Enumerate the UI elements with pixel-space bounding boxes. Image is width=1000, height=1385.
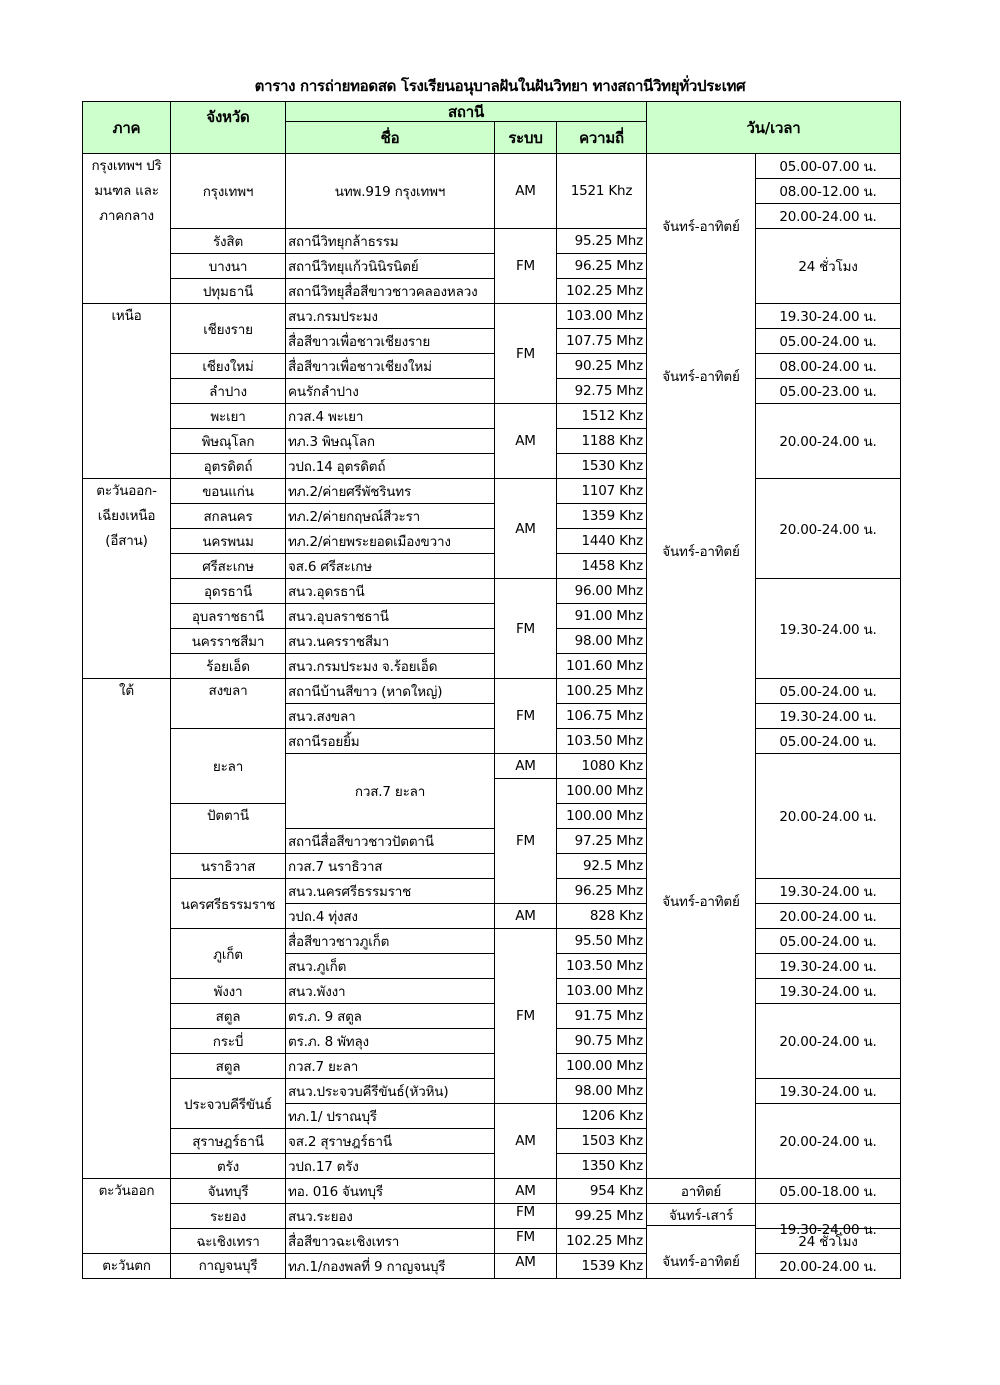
station-name-cell: กวส.4 พะเยา <box>285 403 495 429</box>
station-name-cell: สื่อสีขาวฉะเชิงเทรา <box>285 1228 495 1254</box>
frequency-cell: 100.00 Mhz <box>556 1053 647 1079</box>
frequency-cell: 95.50 Mhz <box>556 928 647 954</box>
day-cell <box>646 153 756 1179</box>
time-cell: 19.30-24.00 น. <box>755 703 901 729</box>
station-name-cell: สนว.กรมประมง จ.ร้อยเอ็ด <box>285 653 495 679</box>
station-name-cell: ทภ.3 พิษณุโลก <box>285 428 495 454</box>
province-cell: อุบลราชธานี <box>170 603 286 629</box>
province-cell: ขอนแก่น <box>170 478 286 504</box>
province-cell: ฉะเชิงเทรา <box>170 1228 286 1254</box>
station-name-cell: สนว.นครศรีธรรมราช <box>285 878 495 904</box>
system-cell: AM <box>494 153 557 229</box>
province-cell: รังสิต <box>170 228 286 254</box>
frequency-cell: 107.75 Mhz <box>556 328 647 354</box>
frequency-cell: 92.75 Mhz <box>556 378 647 404</box>
time-cell: 20.00-24.00 น. <box>755 1103 901 1179</box>
frequency-cell: 96.25 Mhz <box>556 878 647 904</box>
region-north: เหนือ <box>82 303 171 479</box>
frequency-cell: 1521 Khz <box>556 153 647 229</box>
frequency-cell: 1107 Khz <box>556 478 647 504</box>
frequency-cell: 97.25 Mhz <box>556 828 647 854</box>
region-south: ใต้ <box>82 678 171 1179</box>
frequency-cell: 1188 Khz <box>556 428 647 454</box>
station-name-cell: กวส.7 ยะลา <box>285 1053 495 1079</box>
frequency-cell: 1350 Khz <box>556 1153 647 1179</box>
system-cell: AM <box>494 403 557 479</box>
frequency-cell: 98.00 Mhz <box>556 1078 647 1104</box>
station-name-cell: สนว.อุดรธานี <box>285 578 495 604</box>
station-name-cell: วปถ.17 ตรัง <box>285 1153 495 1179</box>
province-cell: จันทบุรี <box>170 1178 286 1204</box>
province-cell: สตูล <box>170 1003 286 1029</box>
station-name-cell: สนว.ระยอง <box>285 1203 495 1229</box>
frequency-cell: 106.75 Mhz <box>556 703 647 729</box>
region-east: ตะวันออก <box>82 1178 171 1254</box>
system-cell: FM <box>494 578 557 679</box>
system-cell: FM <box>494 228 557 304</box>
frequency-cell: 91.00 Mhz <box>556 603 647 629</box>
system-cell: AM <box>494 753 557 779</box>
frequency-cell: 100.25 Mhz <box>556 678 647 704</box>
header-system: ระบบ <box>494 121 557 154</box>
province-cell: ปทุมธานี <box>170 278 286 304</box>
province-cell: ประจวบคีรีขันธ์ <box>170 1078 286 1129</box>
station-name-cell: ทภ.2/ค่ายศรีพัชรินทร <box>285 478 495 504</box>
province-cell: สตูล <box>170 1053 286 1079</box>
frequency-cell: 1458 Khz <box>556 553 647 579</box>
frequency-cell: 95.25 Mhz <box>556 228 647 254</box>
system-cell: AM <box>494 1178 557 1204</box>
frequency-cell: 1359 Khz <box>556 503 647 529</box>
station-name-cell: ทภ.2/ค่ายพระยอดเมืองขวาง <box>285 528 495 554</box>
system-cell: FM <box>494 1228 557 1254</box>
station-name-cell: คนรักลำปาง <box>285 378 495 404</box>
frequency-cell: 102.25 Mhz <box>556 1228 647 1254</box>
time-cell: 20.00-24.00 น. <box>755 753 901 879</box>
time-cell: 20.00-24.00 น. <box>755 1003 901 1079</box>
region-west: ตะวันตก <box>82 1253 171 1279</box>
frequency-cell: 96.00 Mhz <box>556 578 647 604</box>
station-name-cell: สื่อสีขาวชาวภูเก็ต <box>285 928 495 954</box>
frequency-cell: 90.25 Mhz <box>556 353 647 379</box>
station-name-cell: สนว.พังงา <box>285 978 495 1004</box>
header-region: ภาค <box>82 101 171 154</box>
time-cell: 19.30-24.00 น. <box>755 578 901 679</box>
province-cell: อุดรธานี <box>170 578 286 604</box>
station-name-cell: สถานีสื่อสีขาวชาวปัตตานี <box>285 828 495 854</box>
province-cell: กาญจนบุรี <box>170 1253 286 1279</box>
station-name-cell: สถานีวิทยุแก้วนินิรนิตย์ <box>285 253 495 279</box>
province-cell: ศรีสะเกษ <box>170 553 286 579</box>
frequency-cell: 102.25 Mhz <box>556 278 647 304</box>
time-cell: 20.00-24.00 น. <box>755 903 901 929</box>
time-cell: 20.00-24.00 น. <box>755 403 901 479</box>
station-name-cell: สนว.สงขลา <box>285 703 495 729</box>
time-cell: 19.30-24.00 น. <box>755 878 901 904</box>
time-cell: 05.00-24.00 น. <box>755 728 901 754</box>
frequency-cell: 96.25 Mhz <box>556 253 647 279</box>
day-label: จันทร์-อาทิตย์ <box>662 544 740 560</box>
province-cell: ยะลา <box>170 728 286 804</box>
province-cell: ร้อยเอ็ด <box>170 653 286 679</box>
station-name-cell: สนว.กรมประมง <box>285 303 495 329</box>
frequency-cell: 103.00 Mhz <box>556 978 647 1004</box>
station-name-cell: ตร.ภ. 8 พัทลุง <box>285 1028 495 1054</box>
province-cell: เชียงราย <box>170 303 286 354</box>
station-name-cell: สถานีบ้านสีขาว (หาดใหญ่) <box>285 678 495 704</box>
time-cell: 20.00-24.00 น. <box>755 1253 901 1279</box>
province-cell: กระบี่ <box>170 1028 286 1054</box>
frequency-cell: 99.25 Mhz <box>556 1203 647 1229</box>
province-cell: ลำปาง <box>170 378 286 404</box>
province-cell: นราธิวาส <box>170 853 286 879</box>
station-name-cell: ทภ.1/กองพลที่ 9 กาญจนบุรี <box>285 1253 495 1279</box>
time-cell: 24 ชั่วโมง <box>755 1228 901 1254</box>
header-datetime: วัน/เวลา <box>646 101 901 154</box>
time-cell: 08.00-24.00 น. <box>755 353 901 379</box>
system-cell: FM <box>494 1203 557 1229</box>
frequency-cell: 100.00 Mhz <box>556 803 647 829</box>
time-cell: 19.30-24.00 น. <box>755 1203 901 1254</box>
frequency-cell: 1503 Khz <box>556 1128 647 1154</box>
station-name-cell: สนว.นครราชสีมา <box>285 628 495 654</box>
time-cell: 19.30-24.00 น. <box>755 978 901 1004</box>
frequency-cell: 1206 Khz <box>556 1103 647 1129</box>
province-cell: สุราษฎร์ธานี <box>170 1128 286 1154</box>
day-label: จันทร์-อาทิตย์ <box>662 369 740 385</box>
station-name-cell: กวส.7 นราธิวาส <box>285 853 495 879</box>
frequency-cell: 1539 Khz <box>556 1253 647 1279</box>
header-station: สถานี <box>285 101 647 122</box>
station-name-cell: สนว.อุบลราชธานี <box>285 603 495 629</box>
frequency-cell: 103.50 Mhz <box>556 728 647 754</box>
time-cell: 20.00-24.00 น. <box>755 203 901 229</box>
day-label: จันทร์-อาทิตย์ <box>662 219 740 235</box>
frequency-cell: 90.75 Mhz <box>556 1028 647 1054</box>
station-name-cell: สื่อสีขาวเพื่อชาวเชียงใหม่ <box>285 353 495 379</box>
station-name-cell: วปถ.14 อุตรดิตถ์ <box>285 453 495 479</box>
province-cell: ปัตตานี <box>170 803 286 854</box>
frequency-cell: 91.75 Mhz <box>556 1003 647 1029</box>
frequency-cell: 98.00 Mhz <box>556 628 647 654</box>
system-cell: AM <box>494 903 557 929</box>
time-cell: 05.00-24.00 น. <box>755 928 901 954</box>
header-station-name: ชื่อ <box>285 121 495 154</box>
time-cell: 05.00-24.00 น. <box>755 328 901 354</box>
province-cell: ระยอง <box>170 1203 286 1229</box>
system-cell: FM <box>494 778 557 904</box>
page-title: ตาราง การถ่ายทอดสด โรงเรียนอนุบาลฝันในฝันวิทยา ทางสถานีวิทยุทั่วประเทศ <box>254 77 746 95</box>
system-cell: FM <box>494 303 557 404</box>
province-cell: พะเยา <box>170 403 286 429</box>
frequency-cell: 101.60 Mhz <box>556 653 647 679</box>
frequency-cell: 103.00 Mhz <box>556 303 647 329</box>
province-cell: พังงา <box>170 978 286 1004</box>
system-cell: FM <box>494 678 557 754</box>
frequency-cell: 1512 Khz <box>556 403 647 429</box>
frequency-cell: 954 Khz <box>556 1178 647 1204</box>
station-name-cell: กวส.7 ยะลา <box>285 753 495 829</box>
province-cell: บางนา <box>170 253 286 279</box>
station-name-cell: จส.2 สุราษฎร์ธานี <box>285 1128 495 1154</box>
time-cell: 05.00-07.00 น. <box>755 153 901 179</box>
province-cell: กรุงเทพฯ <box>170 153 286 229</box>
province-cell: ภูเก็ต <box>170 928 286 979</box>
station-name-cell: สถานีวิทยุกล้าธรรม <box>285 228 495 254</box>
station-name-cell: ตร.ภ. 9 สตูล <box>285 1003 495 1029</box>
frequency-cell: 1530 Khz <box>556 453 647 479</box>
time-cell: 19.30-24.00 น. <box>755 303 901 329</box>
station-name-cell: สื่อสีขาวเพื่อชาวเชียงราย <box>285 328 495 354</box>
station-name-cell: วปถ.4 ทุ่งสง <box>285 903 495 929</box>
station-name-cell: สนว.ภูเก็ต <box>285 953 495 979</box>
province-cell: อุตรดิตถ์ <box>170 453 286 479</box>
system-cell: AM <box>494 1103 557 1179</box>
time-cell: 19.30-24.00 น. <box>755 1078 901 1104</box>
station-name-cell: ทภ.1/ ปราณบุรี <box>285 1103 495 1129</box>
time-cell: 24 ชั่วโมง <box>755 228 901 304</box>
station-name-cell: สถานีวิทยุสื่อสีขาวชาวคลองหลวง <box>285 278 495 304</box>
time-cell: 19.30-24.00 น. <box>755 953 901 979</box>
day-label: จันทร์-อาทิตย์ <box>662 894 740 910</box>
province-cell: สกลนคร <box>170 503 286 529</box>
header-province: จังหวัด <box>170 101 286 154</box>
system-cell: AM <box>494 478 557 579</box>
province-cell: นครราชสีมา <box>170 628 286 654</box>
station-name-cell: นทพ.919 กรุงเทพฯ <box>285 153 495 229</box>
frequency-cell: 1440 Khz <box>556 528 647 554</box>
time-cell: 05.00-18.00 น. <box>755 1178 901 1204</box>
region-central: กรุงเทพฯ ปริมนฑล และภาคกลาง <box>82 153 171 304</box>
province-cell: ตรัง <box>170 1153 286 1179</box>
frequency-cell: 828 Khz <box>556 903 647 929</box>
system-cell: FM <box>494 928 557 1104</box>
frequency-cell: 1080 Khz <box>556 753 647 779</box>
day-cell: จันทร์-เสาร์ <box>646 1203 756 1226</box>
day-cell: อาทิตย์ <box>646 1178 756 1204</box>
station-name-cell: สถานีรอยยิ้ม <box>285 728 495 754</box>
station-name-cell: ทอ. 016 จันทบุรี <box>285 1178 495 1204</box>
province-cell: เชียงใหม่ <box>170 353 286 379</box>
frequency-cell: 103.50 Mhz <box>556 953 647 979</box>
station-name-cell: ทภ.2/ค่ายกฤษณ์สีวะรา <box>285 503 495 529</box>
time-cell: 05.00-24.00 น. <box>755 678 901 704</box>
frequency-cell: 100.00 Mhz <box>556 778 647 804</box>
frequency-cell: 92.5 Mhz <box>556 853 647 879</box>
province-cell: นครศรีธรรมราช <box>170 878 286 929</box>
time-cell: 05.00-23.00 น. <box>755 378 901 404</box>
system-cell: AM <box>494 1253 557 1279</box>
province-cell: พิษณุโลก <box>170 428 286 454</box>
station-name-cell: สนว.ประจวบคีรีขันธ์(หัวหิน) <box>285 1078 495 1104</box>
day-cell: จันทร์-อาทิตย์ <box>646 1225 756 1279</box>
header-frequency: ความถี่ <box>556 121 647 154</box>
time-cell: 08.00-12.00 น. <box>755 178 901 204</box>
region-northeast: ตะวันออก-เฉียงเหนือ (อีสาน) <box>82 478 171 679</box>
time-cell: 20.00-24.00 น. <box>755 478 901 579</box>
station-name-cell: จส.6 ศรีสะเกษ <box>285 553 495 579</box>
province-cell: สงขลา <box>170 678 286 729</box>
province-cell: นครพนม <box>170 528 286 554</box>
